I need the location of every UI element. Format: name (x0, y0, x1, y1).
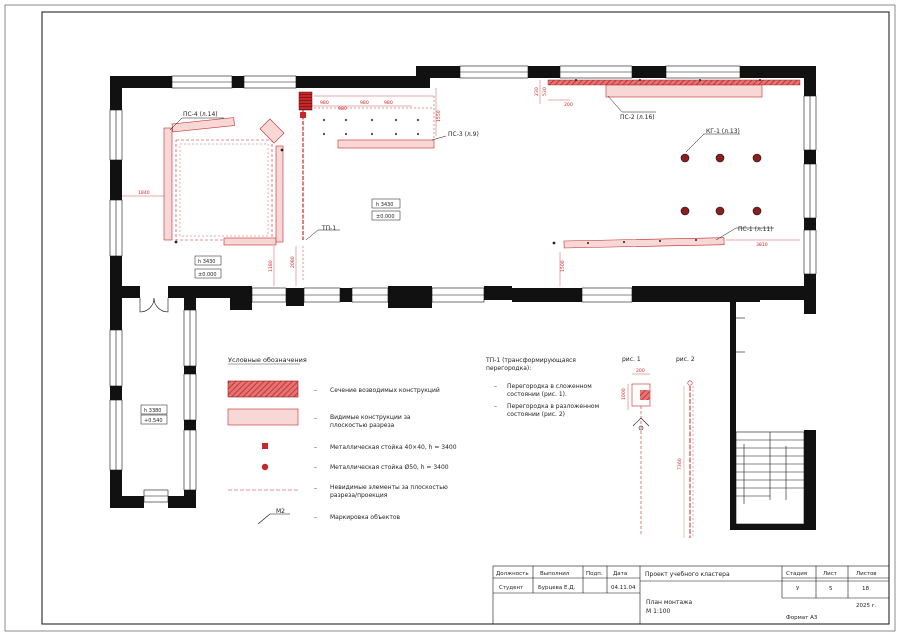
dim-3810: 3810 (756, 243, 768, 248)
dim-230: 230 (535, 87, 540, 96)
stamp-sheet: 5 (829, 586, 833, 592)
legend-item-4: Металлическая стойка Ø50, h = 3400 (330, 464, 449, 471)
legend (228, 356, 457, 524)
leader-lines (170, 96, 774, 240)
tp1-partition (300, 110, 306, 282)
tag-kg1: КГ-1 (л.13) (706, 128, 740, 135)
dimension-lines (122, 80, 800, 286)
fig1-label: рис. 1 (622, 356, 641, 363)
level-main-h: h 3430 (376, 202, 394, 208)
stamp-format: Формат А3 (786, 615, 818, 621)
stamp-date: 04.11.04 (611, 585, 636, 591)
stamp-col-date: Дата (613, 571, 628, 577)
level-main-zero: ±0.000 (376, 214, 395, 220)
stamp-name: Бурцева Е.Д. (538, 585, 576, 591)
dim-1840: 1840 (138, 191, 150, 196)
legend-dash-5: – (314, 485, 317, 492)
entrance-door (140, 298, 168, 312)
tp1-title-2: перегородка): (486, 365, 532, 372)
fig1-drawing (628, 374, 650, 535)
tp1-item-2a: Перегородка в разложенном (507, 403, 600, 410)
stamp-project: Проект учебного кластера (645, 571, 730, 578)
dim-1180: 1180 (269, 260, 274, 272)
level-left-h: h 3430 (198, 259, 216, 265)
tag-ps1: ПС-1 (л.11) (738, 226, 773, 233)
legend-dash-3: – (314, 444, 317, 451)
legend-swatch-square-post (262, 443, 268, 449)
legend-swatch-section (228, 381, 298, 397)
sheet-outer-frame (5, 5, 895, 631)
stamp-year: 2025 г. (856, 603, 877, 609)
stamp-sheets: 18 (862, 586, 869, 592)
stamp-col-done: Выполнил (540, 571, 570, 577)
ps3-module (314, 96, 434, 148)
stamp-sheets-h: Листов (856, 571, 877, 577)
tag-ps3: ПС-3 (л.9) (448, 131, 479, 138)
dim-2080: 2080 (291, 256, 296, 268)
tp1-dash-1: – (494, 383, 497, 390)
tp1-title-1: ТП-1 (трансформирующаяся (486, 357, 576, 364)
legend-item-3: Металлическая стойка 40×40, h = 3400 (330, 444, 457, 451)
legend-item-6: Маркировка объектов (330, 514, 401, 521)
legend-dash-6: – (314, 514, 317, 521)
stamp-stage-h: Стадия (786, 571, 808, 577)
stamp-stage: У (796, 586, 800, 592)
tp1-item-1a: Перегородка в сложенном (507, 383, 592, 390)
legend-item-2b: плоскостью разреза (330, 422, 395, 429)
legend-item-5b: разреза/проекция (330, 492, 388, 499)
legend-swatch-round-post (262, 464, 268, 470)
kg1-posts (681, 154, 761, 215)
tp1-note (485, 356, 695, 538)
stamp-sheet-h: Лист (823, 571, 837, 577)
small-dots (175, 79, 761, 244)
dim-980-c: 980 (360, 101, 369, 106)
legend-dash-4: – (314, 464, 317, 471)
tp1-item-1b: состоянии (рис. 1). (507, 391, 567, 398)
legend-item-2: Видимые конструкции за (330, 414, 411, 421)
legend-swatch-visible (228, 409, 298, 425)
level-left-zero: ±0.000 (198, 272, 217, 278)
tp1-dash-2: – (494, 403, 497, 410)
stamp-drawing-2: М 1:100 (646, 608, 671, 615)
legend-dash-2: – (314, 415, 317, 422)
fig2-drawing (684, 381, 693, 538)
dim-200: 200 (564, 103, 573, 108)
tag-ps2: ПС-2 (л.16) (620, 114, 655, 121)
legend-title: Условные обозначения (228, 356, 307, 364)
dim-980-d: 980 (384, 101, 393, 106)
dim-1550: 1550 (437, 110, 442, 122)
stamp-col-post: Должность (496, 571, 529, 577)
legend-item-1: Сечение возводимых конструкций (330, 387, 440, 394)
tag-tp1: ТП-1 (322, 225, 337, 232)
level-annex-zero: +0.540 (144, 418, 163, 424)
fig1-dim-h: 1000 (622, 388, 627, 400)
fig2-label: рис. 2 (676, 356, 695, 363)
legend-swatch-marker (258, 514, 290, 524)
fig2-dim: 7360 (678, 458, 683, 470)
staircase (736, 318, 804, 524)
dim-530: 530 (543, 87, 548, 96)
legend-item-5: Невидимые элементы за плоскостью (330, 484, 448, 491)
tp1-item-2b: состоянии (рис. 2) (507, 411, 565, 418)
fig1-dim-w: 200 (636, 369, 645, 374)
level-annex-h: h 3380 (144, 408, 162, 414)
floor-plan (110, 66, 816, 530)
stamp-col-sign: Подп. (586, 571, 603, 577)
sheet-inner-frame (42, 12, 889, 624)
dim-980-b: 980 (338, 107, 347, 112)
tag-ps4: ПС-4 (л.14) (183, 111, 218, 118)
ps2-module (548, 80, 800, 97)
legend-dash-1: – (314, 387, 317, 394)
dim-1500: 1500 (561, 260, 566, 272)
brick-column (299, 92, 312, 110)
dim-980-a: 980 (320, 101, 329, 106)
legend-marker-label: М2 (276, 508, 285, 515)
stamp-drawing-1: План монтажа (646, 599, 693, 606)
ps4-module (164, 118, 284, 245)
stamp-post: Студент (499, 585, 524, 591)
